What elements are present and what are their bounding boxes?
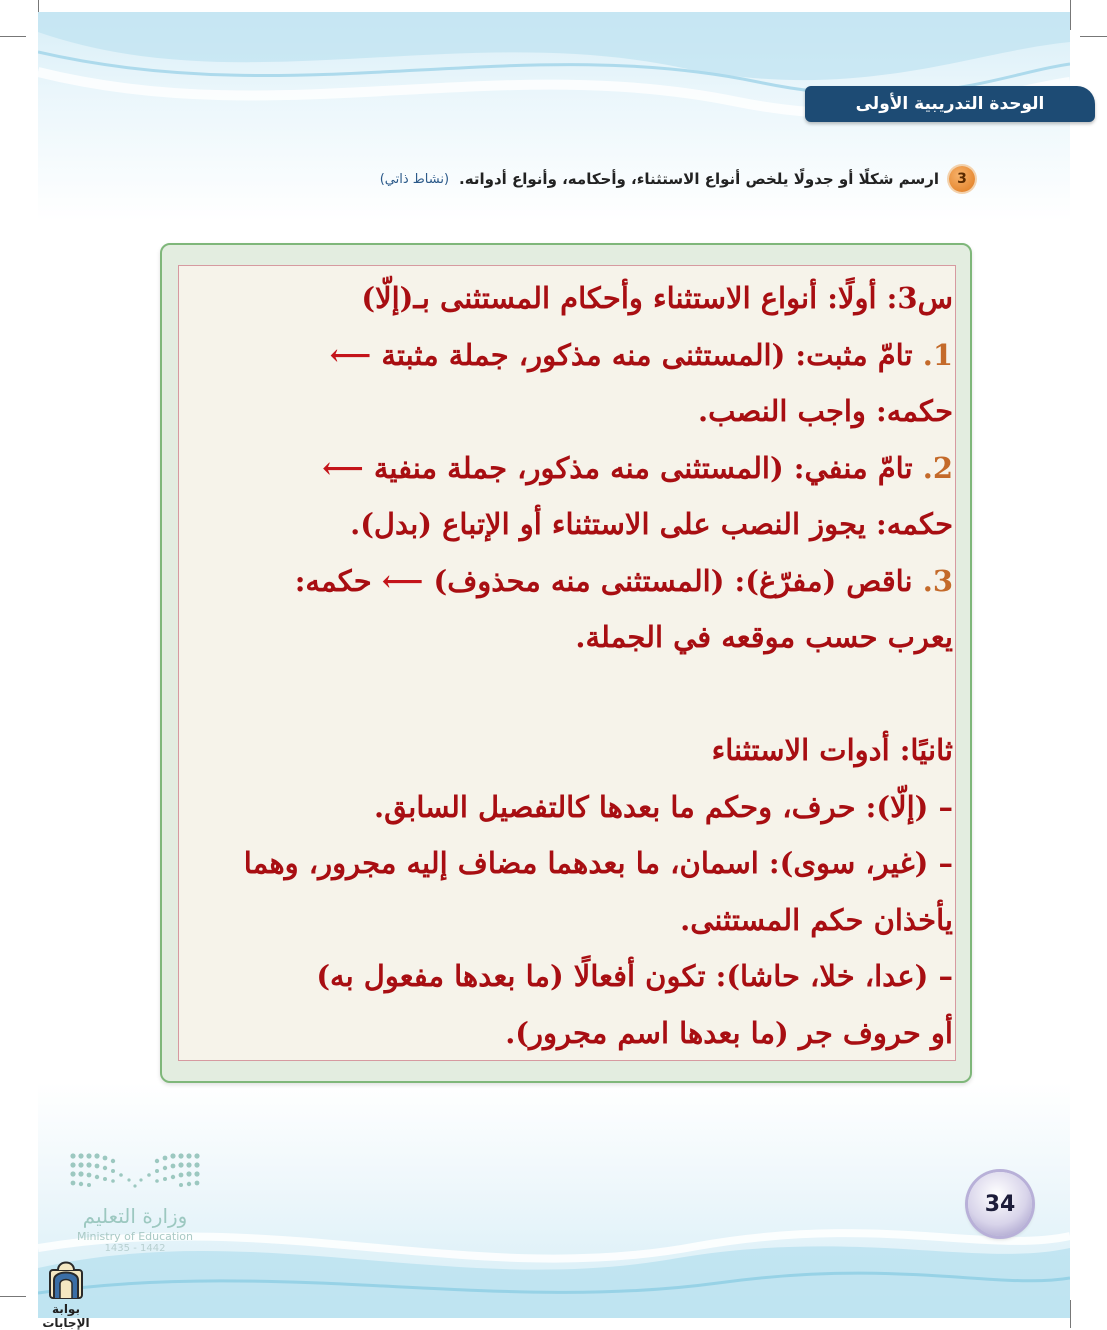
question-text: ارسم شكلًا أو جدولًا يلخص أنواع الاستثناء، وأحكامه، وأنواع أدواته. bbox=[459, 170, 939, 188]
item-3-number: 3. bbox=[922, 563, 953, 598]
page-number: 34 bbox=[984, 1191, 1016, 1217]
ministry-dots-icon bbox=[65, 1150, 205, 1194]
answer-box bbox=[160, 243, 972, 1083]
answer-item-1-rule: حكمه: واجب النصب. bbox=[698, 394, 953, 428]
tool-2-line-1: – (غير، سوى): اسمان، ما بعدهما مضاف إليه مجرور، وهما bbox=[243, 846, 953, 880]
arrow-left-icon: ⟵ bbox=[322, 450, 364, 485]
unit-title-banner bbox=[805, 86, 1095, 122]
item-2-number: 2. bbox=[922, 450, 953, 485]
answers-portal-logo bbox=[28, 1256, 104, 1330]
ministry-name-en: Ministry of Education bbox=[76, 1230, 193, 1243]
tool-3-line-2: أو حروف جر (ما بعدها اسم مجرور). bbox=[505, 1015, 953, 1050]
answer-heading: س3: أولًا: أنواع الاستثناء وأحكام المستثنى بـ(إلّا) bbox=[361, 281, 953, 315]
crop-mark-top-right-v bbox=[1070, 0, 1071, 30]
answer-heading-2: ثانيًا: أدوات الاستثناء bbox=[711, 733, 953, 767]
answer-item-3-rule: يعرب حسب موقعه في الجملة. bbox=[575, 620, 953, 654]
arrow-left-icon: ⟵ bbox=[329, 337, 372, 372]
answer-item-2-rule: حكمه: يجوز النصب على الاستثناء أو الإتباع (بدل). bbox=[350, 507, 953, 541]
item-3-text: ناقص (مفرّغ): (المستثنى منه محذوف) bbox=[433, 563, 913, 598]
answer-item-3 bbox=[179, 553, 953, 610]
portal-label: بوابة الإجابات bbox=[42, 1302, 90, 1330]
question-note: (نشاط ذاتي) bbox=[379, 171, 450, 187]
tool-1: – (إلّا): حرف، وحكم ما بعدها كالتفصيل السابق. bbox=[373, 789, 953, 824]
page-number-badge bbox=[968, 1172, 1032, 1236]
blank-line bbox=[179, 666, 953, 723]
crop-mark-top-right-h bbox=[1080, 36, 1107, 37]
answer-item-2 bbox=[179, 440, 953, 497]
tool-2-line-2: يأخذان حكم المستثنى. bbox=[680, 902, 953, 937]
mosque-icon bbox=[44, 1256, 88, 1300]
ministry-logo bbox=[60, 1150, 210, 1254]
answer-content bbox=[178, 265, 956, 1061]
item-1-text: تامّ مثبت: (المستثنى منه مذكور، جملة مثبتة bbox=[381, 337, 913, 372]
item-1-number: 1. bbox=[922, 337, 953, 372]
ministry-name-ar: وزارة التعليم bbox=[82, 1204, 188, 1228]
crop-mark-bottom-left-h bbox=[0, 1296, 26, 1297]
item-3-rule-label: حكمه: bbox=[294, 563, 372, 598]
question-number-badge: 3 bbox=[949, 166, 975, 192]
tool-3-line-1: – (عدا، خلا، حاشا): تكون أفعالًا (ما بعدها مفعول به) bbox=[316, 959, 953, 993]
arrow-left-icon: ⟵ bbox=[381, 563, 424, 598]
question-prompt bbox=[175, 166, 975, 192]
crop-mark-top-left-h bbox=[0, 36, 26, 37]
item-2-text: تامّ منفي: (المستثنى منه مذكور، جملة منفية bbox=[373, 450, 913, 485]
unit-title: الوحدة التدريبية الأولى bbox=[855, 94, 1045, 114]
answer-item-1 bbox=[179, 327, 953, 384]
ministry-year: 1435 - 1442 bbox=[104, 1243, 166, 1254]
crop-mark-bottom-right-v bbox=[1070, 1300, 1071, 1328]
